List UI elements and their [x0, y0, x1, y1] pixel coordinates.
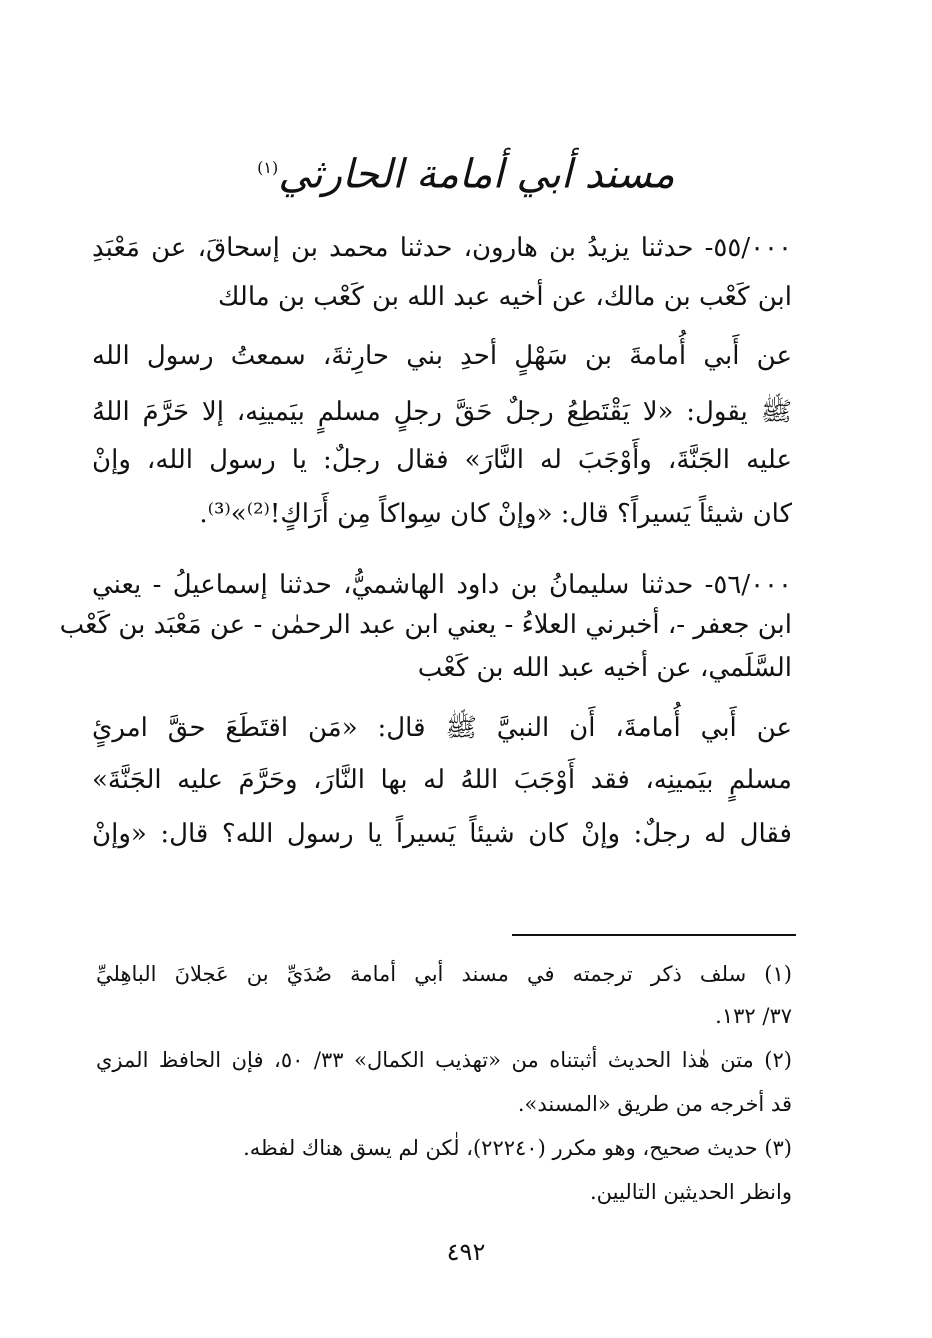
section-title-text: مسند أبي أمامة الحارثي: [278, 151, 675, 198]
body-line: ٥٥/٠٠٠- حدثنا يزيدُ بن هارون، حدثنا محمد بن إسحاقَ، عن مَعْبَدِ: [92, 233, 792, 263]
body-line: ابن جعفر -، أخبرني العلاءُ - يعني ابن عبد الرحمٰن - عن مَعْبَد بن كَعْب: [59, 610, 792, 640]
section-title: [200, 128, 732, 208]
footnote-line: ٣٧/ ١٣٢.: [715, 1004, 792, 1028]
body-line: مسلمٍ بيَمينِه، فقد أَوْجَبَ اللهُ له بها النَّارَ، وحَرَّمَ عليه الجَنَّةَ»: [92, 765, 792, 795]
body-line: ابن كَعْب بن مالك، عن أخيه عبد الله بن كَعْب بن مالك: [218, 282, 792, 312]
footnote-line: وانظر الحديثين التاليين.: [589, 1180, 792, 1204]
title-footnote-marker: (١): [257, 158, 279, 177]
body-line: عن أَبي أُمامةَ، أَن النبيَّ ﷺ قال: «مَن اقتَطَعَ حقَّ امرئٍ: [92, 713, 792, 743]
body-line: ﷺ يقول: «لا يَقْتَطِعُ رجلٌ حَقَّ رجلٍ مسلمٍ بيَمينِه، إلا حَرَّمَ اللهُ: [92, 397, 792, 427]
footnote-line: قد أخرجه من طريق «المسند».: [517, 1092, 792, 1116]
footnote-separator: [512, 934, 796, 936]
body-line: ٥٦/٠٠٠- حدثنا سليمانُ بن داود الهاشميُّ، حدثنا إسماعيلُ - يعني: [92, 570, 792, 600]
body-line: السَّلَمي، عن أخيه عبد الله بن كَعْب: [417, 653, 792, 683]
page-number: ٤٩٢: [446, 1238, 486, 1266]
body-line: كان شيئاً يَسيراً؟ قال: «وإنْ كان سِواكاً مِن أَرَاكٍ!⁽²⁾»⁽³⁾.: [199, 499, 792, 529]
footnote-line: (٢) متن هٰذا الحديث أثبتناه من «تهذيب الكمال» ٣٣/ ٥٠، فإن الحافظ المزي: [96, 1048, 792, 1072]
footnote-line: (١) سلف ذكر ترجمته في مسند أبي أمامة صُدَيِّ بن عَجلانَ الباهِليِّ: [96, 962, 792, 986]
body-line: عن أَبي أُمامةَ بن سَهْلٍ أحدِ بني حارِثةَ، سمعتُ رسول الله: [92, 341, 792, 371]
body-line: عليه الجَنَّةَ، وأَوْجَبَ له النَّارَ» فقال رجلٌ: يا رسول الله، وإنْ: [92, 445, 792, 475]
footnote-line: (٣) حديث صحيح، وهو مكرر (٢٢٢٤٠)، لٰكن لم يسق هناك لفظه.: [243, 1136, 792, 1160]
body-line: فقال له رجلٌ: وإنْ كان شيئاً يَسيراً يا رسول الله؟ قال: «وإنْ: [92, 819, 792, 849]
